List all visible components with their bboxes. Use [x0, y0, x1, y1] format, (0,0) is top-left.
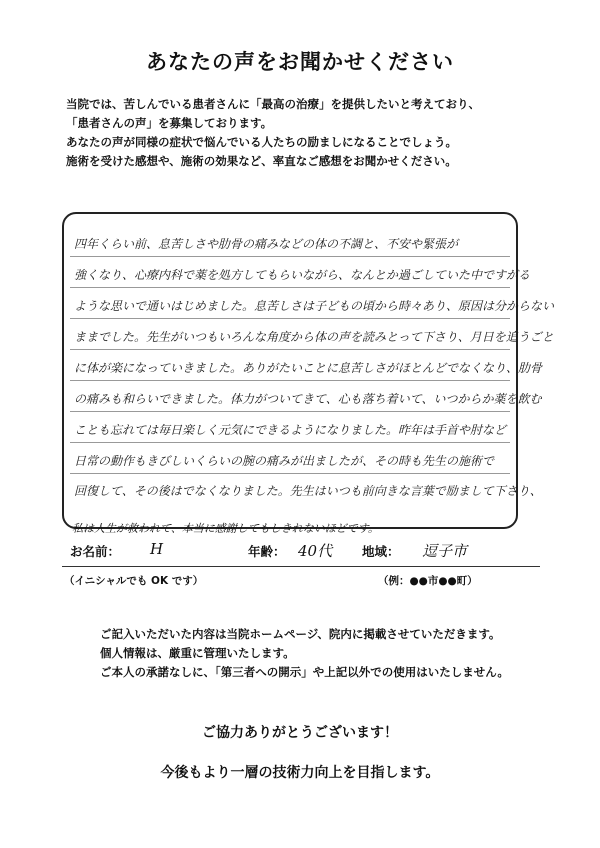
divider [62, 566, 540, 567]
initial-note: （イニシャルでも OK です） [64, 575, 204, 587]
comment-line: 日常の動作もきびしいくらいの腕の痛みが出ましたが、その時も先生の施術で [70, 443, 510, 474]
handwritten-comment [70, 226, 555, 503]
age-label: 年齢： [248, 544, 286, 559]
area-example-note: （例：●●市●●町） [378, 575, 478, 587]
area-label: 地域： [362, 544, 400, 559]
name-label: お名前： [70, 544, 121, 559]
name-value: H [150, 540, 164, 558]
comment-line: の痛みも和らいできました。体力がついてきて、心も落ち着いて、いつからか薬を飲む [70, 381, 510, 412]
privacy-notice [100, 625, 540, 682]
intro-line: あなたの声が同様の症状で悩んでいる人たちの励ましになることでしょう。 [66, 135, 457, 149]
intro-line: 「患者さんの声」を募集しております。 [66, 116, 273, 130]
age-value: 40代 [298, 542, 333, 560]
thanks-message: ご協力ありがとうございます！ [202, 725, 398, 741]
comment-last-line: 私は人生が救われて、本当に感謝してもしきれないほどです。 [72, 522, 379, 535]
comment-line: に体が楽になっていきました。ありがたいことに息苦しさがほとんどでなくなり、肋骨 [70, 350, 510, 381]
comment-line: ままでした。先生がいつもいろんな角度から体の声を読みとって下さり、月日を追うごと [70, 319, 510, 350]
page-title: あなたの声をお聞かせください [146, 50, 454, 74]
comment-line: ことも忘れては毎日楽しく元気にできるようになりました。昨年は手首や肘など [70, 412, 510, 443]
footer-line: 個人情報は、厳重に管理いたします。 [100, 646, 295, 660]
intro-line: 施術を受けた感想や、施術の効果など、率直なご感想をお聞かせください。 [66, 154, 457, 168]
info-fields [62, 538, 542, 566]
comment-line: 四年くらい前、息苦しさや肋骨の痛みなどの体の不調と、不安や緊張が [70, 226, 510, 257]
comment-line: 強くなり、心療内科で薬を処方してもらいながら、なんとか過ごしていた中ですがる [70, 257, 510, 288]
closing-message: 今後もより一層の技術力向上を目指します。 [160, 765, 440, 781]
intro-line: 当院では、苦しんでいる患者さんに「最高の治療」を提供したいと考えており、 [66, 97, 480, 111]
footer-line: ご記入いただいた内容は当院ホームページ、院内に掲載させていただきます。 [100, 627, 501, 641]
area-value: 逗子市 [422, 542, 468, 560]
intro-text [66, 95, 546, 171]
comment-line: ような思いで通いはじめました。息苦しさは子どもの頃から時々あり、原因は分からない [70, 288, 510, 319]
comment-line: 回復して、その後はでなくなりました。先生はいつも前向きな言葉で励まして下さり、 [74, 484, 542, 498]
footer-line: ご本人の承諾なしに、「第三者への開示」や上記以外での使用はいたしません。 [100, 665, 509, 679]
